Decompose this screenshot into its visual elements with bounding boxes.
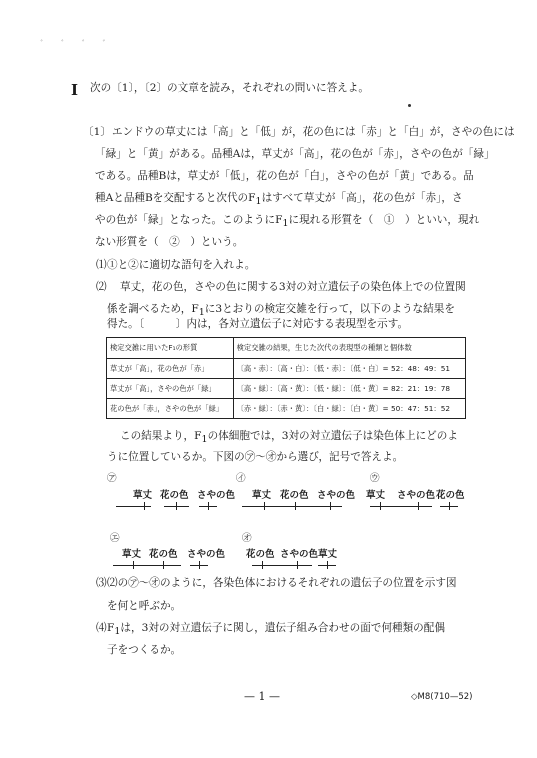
table-row	[107, 399, 466, 419]
q2-line-3: 得た。〔 〕内は，各対立遺伝子に対応する表現型を示す。	[107, 318, 409, 330]
table-row	[107, 359, 466, 379]
option-c-label: ㋒	[370, 473, 380, 484]
q4-number: ⑷	[96, 622, 107, 634]
q1-text: ①と②に適切な語句を入れよ。	[107, 259, 256, 271]
table-cell: 〔高・赤〕：〔高・白〕：〔低・赤〕：〔低・白〕= 52：48：49：51	[233, 359, 465, 379]
option-d-gene-2: 花の色	[149, 549, 178, 560]
option-b-gene-3: さやの色	[317, 490, 356, 501]
section1-line-4-b: はすべて草丈が「高」，花の色が「赤」，さ	[261, 192, 463, 204]
locus-mark	[163, 561, 164, 569]
option-c-gene-2: さやの色	[397, 490, 436, 501]
option-e-label: ㋔	[242, 533, 252, 544]
locus-mark	[297, 561, 298, 569]
page-number: — 1 —	[244, 690, 280, 703]
option-a-gene-2: 花の色	[160, 490, 189, 501]
section1-line-3: である。品種Bは，草丈が「低」，花の色が「白」，さやの色が「黄」である。品	[95, 170, 474, 182]
section1-line-5-a: やの色が「緑」となった。このようにF	[95, 214, 283, 226]
f1-subscript: 1	[114, 626, 121, 638]
locus-mark	[330, 502, 331, 510]
table-header-row	[107, 338, 466, 359]
locus-mark	[449, 502, 450, 510]
option-a-gene-3: さやの色	[197, 490, 236, 501]
table-header-cell: 検定交雑に用いたF₁の形質	[107, 338, 234, 359]
f1-subscript: 1	[198, 307, 205, 319]
option-d-chromosome	[113, 565, 181, 566]
option-b-gene-2: 花の色	[280, 490, 309, 501]
locus-mark	[208, 502, 209, 510]
q2-number: ⑵	[96, 281, 107, 293]
scan-dot	[408, 104, 411, 107]
option-d-gene-1: 草丈	[122, 549, 142, 560]
option-d-label: ㋓	[110, 533, 120, 544]
section1-line-5-b: に現れる形質を（ ① ）といい，現れ	[288, 214, 480, 226]
locus-mark	[176, 502, 177, 510]
table-cell: 〔高・緑〕：〔高・黄〕：〔低・緑〕：〔低・黄〕= 82：21：19：78	[233, 379, 465, 399]
section1-line-6: ない形質を（ ② ）という。	[95, 236, 244, 248]
q4-line-1-a: F	[107, 622, 115, 634]
option-a-label: ㋐	[107, 473, 117, 484]
option-b-label: ㋑	[236, 473, 246, 484]
option-b-chromosome	[242, 506, 342, 507]
table-cell: 花の色が「赤」，さやの色が「緑」	[107, 399, 234, 419]
locus-mark	[380, 502, 381, 510]
section1-line-4-a: 種Aと品種Bを交配すると次代のF	[95, 192, 256, 204]
q2-line-2-b: に3とおりの検定交雑を行って，以下のような結果を	[204, 303, 455, 315]
section1-line-1: エンドウの草丈には「高」と「低」が，花の色には「赤」と「白」が，さやの色には	[112, 126, 515, 138]
q4-line-1-b: は，3対の対立遺伝子に関し，遺伝子組み合わせの面で何種類の配偶	[120, 622, 445, 634]
option-d-chromosome	[190, 565, 208, 566]
followup-line-1-b: の体細胞では，3対の対立遺伝子は染色体上にどのよ	[207, 430, 458, 442]
option-a-chromosome	[199, 506, 217, 507]
followup-line-2: うに位置しているか。下図の㋐〜㋔から選び，記号で答えよ。	[107, 451, 404, 463]
q2-line-2-a: 係を調べるため，F	[107, 303, 199, 315]
testcross-results-table	[106, 337, 466, 419]
option-c-gene-1: 草丈	[366, 490, 386, 501]
table-cell: 草丈が「高」，花の色が「赤」	[107, 359, 234, 379]
followup-line-1-a: この結果より，F	[120, 430, 202, 442]
option-e-chromosome	[318, 565, 336, 566]
option-e-gene-1: 花の色	[246, 549, 275, 560]
option-e-gene-3: 草丈	[318, 549, 338, 560]
q1-number: ⑴	[96, 259, 107, 271]
q3-number: ⑶	[96, 577, 107, 589]
q4-line-2: 子をつくるか。	[107, 644, 182, 656]
table-header-cell: 検定交雑の結果，生じた次代の表現型の種類と個体数	[233, 338, 465, 359]
option-e-chromosome	[252, 565, 312, 566]
locus-mark	[327, 561, 328, 569]
locus-mark	[144, 502, 145, 510]
locus-mark	[199, 561, 200, 569]
option-e-gene-2: さやの色	[280, 549, 319, 560]
exam-code: ◇M8(710—52)	[411, 692, 473, 702]
section1-line-2: 「緑」と「黄」がある。品種Aは，草丈が「高」，花の色が「赤」，さやの色が「緑」	[95, 148, 495, 160]
option-d-gene-3: さやの色	[187, 549, 226, 560]
section1-label: 〔1〕	[83, 126, 111, 138]
locus-mark	[264, 502, 265, 510]
locus-mark	[133, 561, 134, 569]
locus-mark	[295, 502, 296, 510]
option-c-gene-3: 花の色	[436, 490, 465, 501]
option-b-gene-1: 草丈	[252, 490, 272, 501]
option-a-chromosome	[116, 506, 151, 507]
q3-line-2: を何と呼ぶか。	[107, 600, 182, 612]
scan-noise: ﾞ ﾞ ﾞ ﾞ	[40, 40, 121, 50]
locus-mark	[262, 561, 263, 569]
table-cell: 〔赤・緑〕：〔赤・黄〕：〔白・緑〕：〔白・黄〕= 50：47：51：52	[233, 399, 465, 419]
table-cell: 草丈が「高」，さやの色が「緑」	[107, 379, 234, 399]
q2-line-1: 草丈，花の色，さやの色に関する3対の対立遺伝子の染色体上での位置関	[120, 281, 466, 293]
question-instruction: 次の〔1〕，〔2〕の文章を読み，それぞれの問いに答えよ。	[90, 82, 369, 94]
f1-subscript: 1	[201, 434, 208, 446]
table-row	[107, 379, 466, 399]
option-c-chromosome	[440, 506, 458, 507]
locus-mark	[418, 502, 419, 510]
question-number: I	[71, 81, 79, 99]
option-a-chromosome	[164, 506, 189, 507]
option-c-chromosome	[370, 506, 432, 507]
q3-line-1: ⑵の㋐〜㋔のように，各染色体におけるそれぞれの遺伝子の位置を示す図	[107, 577, 457, 589]
f1-subscript: 1	[255, 196, 262, 208]
f1-subscript: 1	[282, 218, 289, 230]
option-a-gene-1: 草丈	[133, 490, 153, 501]
